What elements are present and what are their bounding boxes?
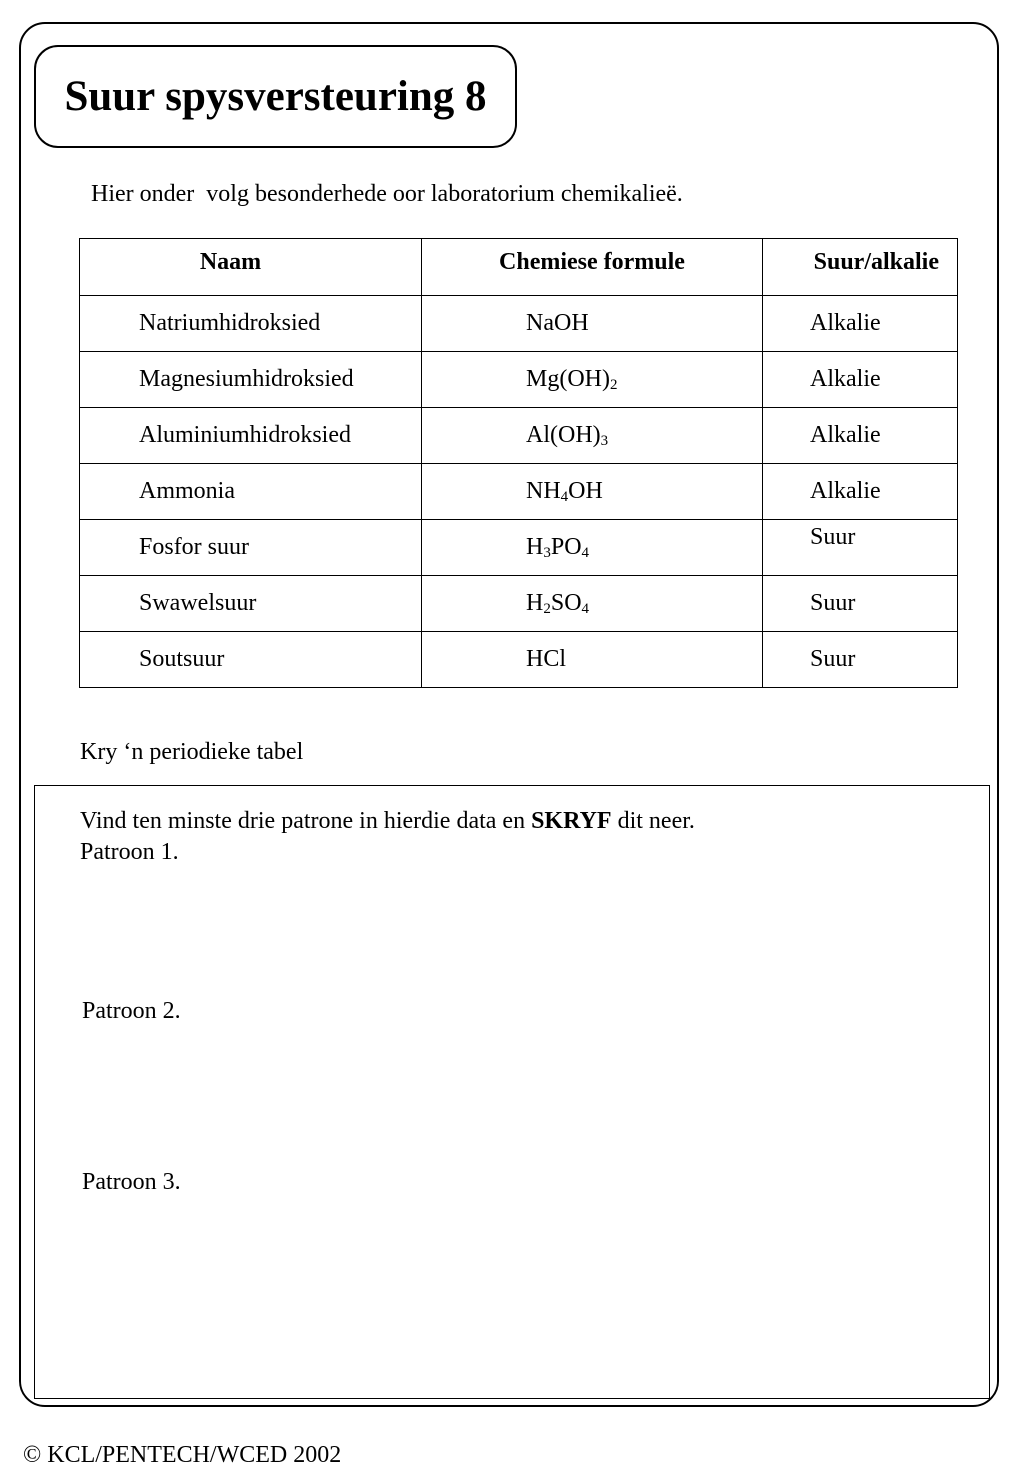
intro-text: Hier onder volg besonderhede oor laboratorium chemikalieë.: [91, 181, 683, 207]
periodic-table-note: Kry ‘n periodieke tabel: [80, 739, 304, 765]
acid-alkali-value: Alkalie: [810, 478, 881, 504]
copyright-footer: © KCL/PENTECH/WCED 2002: [23, 1442, 342, 1468]
cell-acid-alkali: [763, 296, 958, 352]
formula-subscript: 4: [560, 488, 569, 505]
formula-text: Al(OH): [526, 421, 601, 448]
title-box: [34, 45, 517, 148]
acid-alkali-value: Alkalie: [810, 310, 881, 336]
instruction-after: dit neer.: [611, 808, 695, 834]
cell-chemical-name: Soutsuur: [80, 632, 422, 688]
formula-text: H: [526, 589, 544, 616]
acid-alkali-value: Suur: [810, 524, 856, 550]
formula-text: Mg(OH): [526, 365, 610, 392]
cell-chemical-name: Swawelsuur: [80, 576, 422, 632]
cell-chemical-formula: [422, 632, 763, 688]
table-row: [80, 296, 958, 352]
cell-chemical-formula: [422, 576, 763, 632]
table-row: [80, 520, 958, 576]
formula-text: HCl: [526, 646, 567, 672]
formula-text: SO: [550, 589, 582, 616]
header-name: Naam: [80, 239, 422, 296]
cell-chemical-name: Ammonia: [80, 464, 422, 520]
pattern-3-label: Patroon 3.: [82, 1169, 181, 1195]
formula-text: H: [526, 533, 544, 560]
cell-acid-alkali: [763, 520, 958, 576]
cell-chemical-formula: [422, 296, 763, 352]
cell-acid-alkali: [763, 576, 958, 632]
formula-subscript: 4: [581, 600, 590, 617]
table-row: [80, 576, 958, 632]
pattern-1-label: Patroon 1.: [80, 839, 179, 865]
instruction-bold: SKRYF: [531, 808, 612, 834]
instruction-before: Vind ten minste drie patrone in hierdie data en: [80, 808, 532, 834]
cell-chemical-formula: [422, 352, 763, 408]
cell-chemical-name: Fosfor suur: [80, 520, 422, 576]
page-title: Suur spysversteuring 8: [64, 73, 487, 120]
pattern-2-label: Patroon 2.: [82, 998, 181, 1024]
table-row: [80, 632, 958, 688]
formula-subscript: 4: [581, 544, 590, 561]
cell-chemical-formula: [422, 408, 763, 464]
cell-acid-alkali: [763, 632, 958, 688]
formula-text: PO: [550, 533, 582, 560]
cell-chemical-name: Magnesiumhidroksied: [80, 352, 422, 408]
table-header-row: [80, 239, 958, 296]
formula-text: OH: [568, 477, 603, 504]
cell-chemical-formula: [422, 520, 763, 576]
patterns-answer-box: [34, 785, 990, 1399]
cell-chemical-name: Natriumhidroksied: [80, 296, 422, 352]
cell-chemical-formula: [422, 464, 763, 520]
formula-text: NH: [526, 477, 561, 504]
acid-alkali-value: Suur: [810, 590, 856, 616]
table-row: [80, 464, 958, 520]
formula-subscript: 2: [543, 600, 551, 617]
acid-alkali-value: Suur: [810, 646, 856, 672]
formula-subscript: 2: [610, 376, 618, 393]
cell-chemical-name: Aluminiumhidroksied: [80, 408, 422, 464]
cell-acid-alkali: [763, 464, 958, 520]
formula-text: NaOH: [526, 310, 589, 336]
header-formula: Chemiese formule: [422, 239, 763, 296]
table-row: [80, 408, 958, 464]
formula-subscript: 3: [543, 544, 551, 561]
table-row: [80, 352, 958, 408]
chemicals-table: [79, 238, 958, 688]
acid-alkali-value: Alkalie: [810, 366, 881, 392]
acid-alkali-value: Alkalie: [810, 422, 881, 448]
header-acid-alkali: Suur/alkalie: [763, 239, 958, 296]
formula-subscript: 3: [600, 432, 609, 449]
cell-acid-alkali: [763, 352, 958, 408]
cell-acid-alkali: [763, 408, 958, 464]
instruction-text: [80, 808, 695, 835]
